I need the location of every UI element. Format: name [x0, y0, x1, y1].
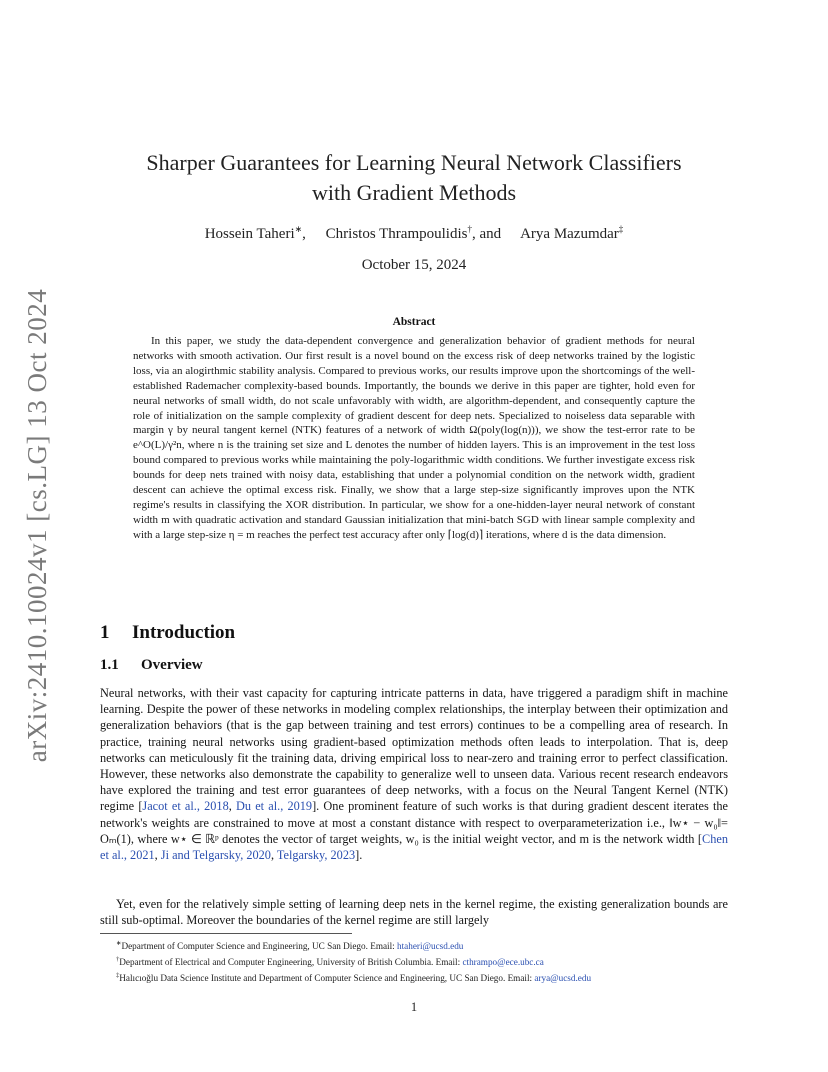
citation-link[interactable]: Du et al., 2019: [236, 799, 313, 814]
footnote-text: Department of Computer Science and Engineering, UC San Diego. Email:: [121, 941, 398, 952]
footnote-mark: ∗: [116, 940, 122, 947]
citation-link[interactable]: Telgarsky, 2023: [276, 848, 356, 863]
citation-link[interactable]: Ji and Telgarsky, 2020: [160, 848, 271, 863]
paragraph-text: Neural networks, with their vast capacity for capturing intricate patterns in data, have triggered a paradigm shift in machine learning. Despite the power of these networks in modeling complex relationships, the interplay between their optimization and generalization behaviors (that is the gap between training and test errors) continues to be a compelling area of research. In practice, training neural networks using gradient-based optimization methods often leads to interpolation. That is, deep networks can meticulously fit the training data, driving empirical loss to near-zero and training error to perfect classification. However, these networks also demonstrate the capability to generalize well to unseen data. Various recent research endeavors have explored the training and test error guarantees of deep networks, with a focus on the Neural Tangent Kernel (NTK) regime [: [100, 686, 728, 814]
section-number: 1: [100, 622, 110, 643]
subsection-number: 1.1: [100, 657, 119, 673]
publication-date: October 15, 2024: [361, 257, 467, 273]
citation-separator: ,: [270, 848, 277, 863]
author-footnote-mark: ‡: [618, 224, 624, 234]
subsection-title: Overview: [141, 657, 203, 673]
abstract-heading: Abstract: [392, 316, 436, 328]
author-list: Hossein Taheri∗, Christos Thrampoulidis†, and Arya Mazumdar‡: [204, 224, 624, 242]
section-heading: [100, 622, 728, 644]
paragraph-text: ]. One prominent feature of such works is that during gradient descent iterates the network's weights are constrained to move at most a constant distance with respect to overparameterization i.e., ‖w⋆ − w₀‖= Oₘ(1), where w⋆ ∈ ℝᵖ denotes the vector of target weights, w₀ is the initial weight vector, and m is the network width [: [100, 799, 729, 846]
footnote-mark: †: [116, 956, 120, 964]
footnote-text: Department of Electrical and Computer Engineering, University of British Columbia. Email:: [119, 957, 463, 968]
author-name: Hossein Taheri: [204, 226, 295, 242]
author-name: Christos Thrampoulidis: [325, 226, 468, 242]
email-link[interactable]: htaheri@ucsd.edu: [397, 941, 464, 952]
author-footnote-mark: †: [467, 224, 472, 234]
footnote-divider: [100, 933, 352, 934]
citation-separator: ,: [154, 848, 161, 863]
section-title: Introduction: [132, 622, 236, 643]
author-footnote-mark: ∗: [294, 224, 303, 234]
page-number: 1: [410, 1000, 418, 1014]
body-paragraph-1: [100, 685, 728, 863]
author-name: Arya Mazumdar: [520, 226, 619, 242]
citation-separator: ,: [228, 799, 236, 814]
footnote-item: [116, 969, 740, 985]
paragraph-text: ].: [355, 848, 363, 863]
footnote-item: [116, 937, 740, 953]
paper-title: [100, 148, 728, 208]
arxiv-identifier-stamp: [18, 290, 58, 760]
footnotes: [100, 937, 740, 985]
citation-link[interactable]: Chen et al., 2021: [100, 831, 728, 863]
citation-link[interactable]: Jacot et al., 2018: [142, 799, 229, 814]
author-conjunction: and: [479, 226, 502, 242]
footnote-text: Halıcıoğlu Data Science Institute and Department of Computer Science and Engineering, UC San Diego. Email:: [119, 973, 535, 984]
footnote-item: [116, 953, 740, 969]
email-link[interactable]: arya@ucsd.edu: [534, 973, 592, 984]
email-link[interactable]: cthrampo@ece.ubc.ca: [462, 957, 544, 968]
body-paragraph-2: Yet, even for the relatively simple setting of learning deep nets in the kernel regime, the existing generalization bounds are still sub-optimal. Moreover the boundaries of the kernel regime are still largely: [100, 897, 728, 928]
footnote-mark: ‡: [116, 972, 120, 980]
abstract-body: In this paper, we study the data-dependent convergence and generalization behavior of gradient methods for neural networks with smooth activation. Our first result is a novel bound on the excess risk of deep networks trained by the logistic loss, via an alogirthmic stability analysis. Compared to previous works, our results improve upon the shortcomings of the well-established Rademacher complexity-based bounds. Importantly, the bounds we derive in this paper are tighter, hold even for neural networks of small width, do not scale unfavorably with width, are algorithm-dependent, and consequently capture the role of initialization on the sample complexity of gradient descent for deep nets. Specialized to noiseless data separable with margin γ by neural tangent kernel (NTK) features of a network of width Ω(poly(log(n))), we show the test-error rate to be e^O(L)/γ²n, where n is the training set size and L denotes the number of hidden layers. This is an improvement in the test loss bound compared to previous works while maintaining the poly-logarithmic width conditions. We further investigate excess risk bounds for deep nets trained with noisy data, establishing that under a polynomial condition on the network width, gradient descent can achieve the optimal excess risk. Finally, we show that a large step-size significantly improves upon the NTK regime's results in classifying the XOR distribution. In particular, we show for a one-hidden-layer neural network of constant width m with quadratic activation and standard Gaussian initialization that mini-batch SGD with linear sample complexity and with a large step-size η = m reaches the perfect test accuracy after only ⌈log(d)⌉ iterations, where d is the data dimension.: [133, 335, 695, 541]
arxiv-identifier-text: arXiv:2410.10024v1 [cs.LG] 13 Oct 2024: [22, 288, 53, 762]
title-line-1: Sharper Guarantees for Learning Neural Network Classifiers: [146, 150, 682, 175]
title-line-2: with Gradient Methods: [311, 180, 517, 205]
subsection-heading: [100, 657, 728, 674]
